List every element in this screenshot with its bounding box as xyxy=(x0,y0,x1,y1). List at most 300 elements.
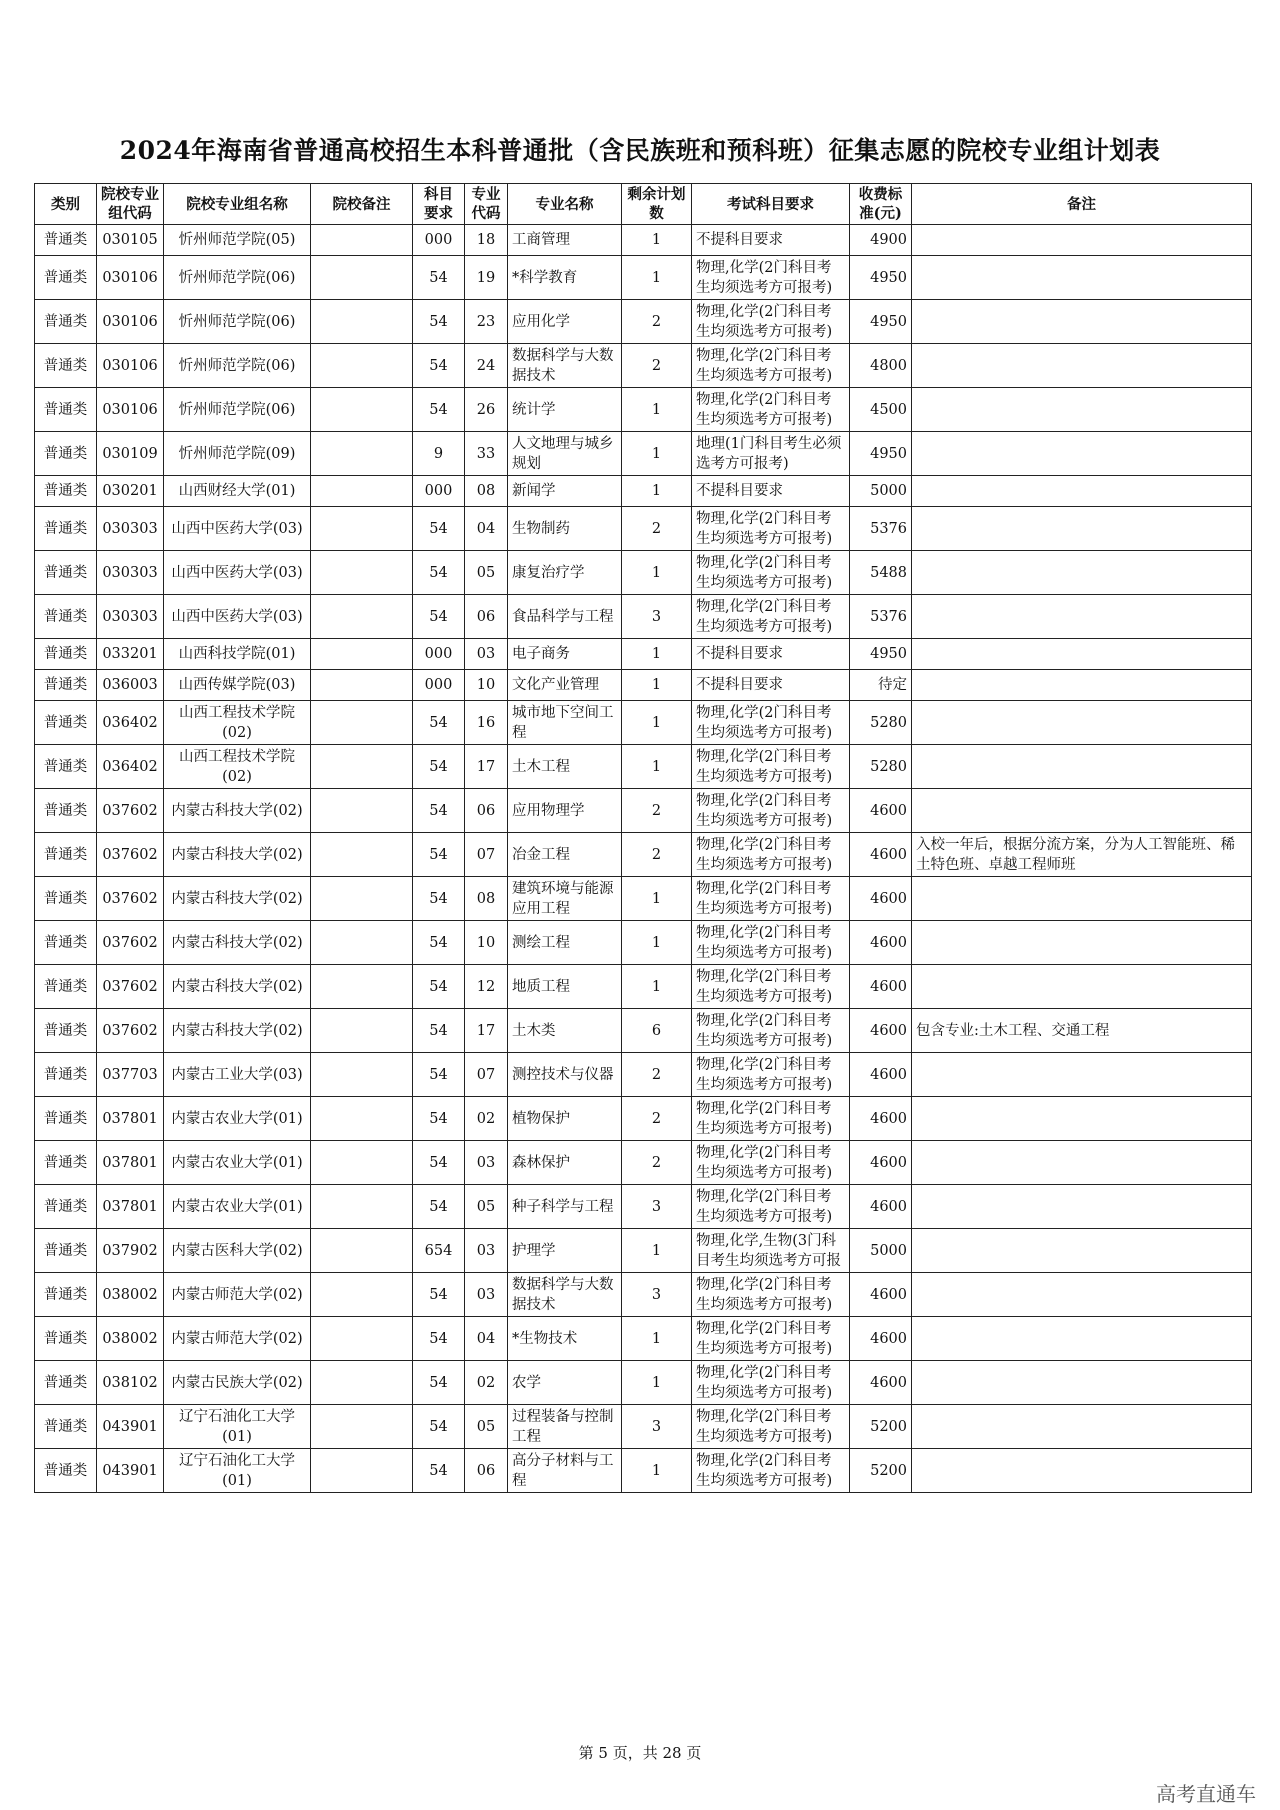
cell-major-name: 食品科学与工程 xyxy=(508,595,622,639)
cell-major-name: 新闻学 xyxy=(508,476,622,507)
cell-exam-subject-req xyxy=(692,789,850,833)
cell-remaining-plan: 3 xyxy=(622,1405,692,1449)
cell-major-name: 城市地下空间工程 xyxy=(508,701,622,745)
cell-category: 普通类 xyxy=(35,1317,97,1361)
cell-group-code: 037801 xyxy=(97,1185,164,1229)
table-row xyxy=(35,1009,1252,1053)
cell-category: 普通类 xyxy=(35,921,97,965)
watermark: 高考直通车 xyxy=(1156,1782,1256,1806)
header-fee: 收费标准(元) xyxy=(850,184,912,225)
cell-major-name: 土木工程 xyxy=(508,745,622,789)
header-group-code: 院校专业组代码 xyxy=(97,184,164,225)
cell-exam-subject-req xyxy=(692,595,850,639)
cell-fee: 待定 xyxy=(850,670,912,701)
cell-note: 包含专业:土木工程、交通工程 xyxy=(912,1009,1252,1053)
cell-major-code: 33 xyxy=(465,432,508,476)
cell-group-name: 山西中医药大学(03) xyxy=(164,595,311,639)
plan-table xyxy=(34,183,1252,1493)
table-row xyxy=(35,1229,1252,1273)
table-row xyxy=(35,1273,1252,1317)
cell-major-code: 04 xyxy=(465,1317,508,1361)
exam-subject-req-text: 物理,化学(2门科目考生均须选考方可报考) xyxy=(696,836,833,873)
cell-fee: 4950 xyxy=(850,432,912,476)
cell-exam-subject-req xyxy=(692,670,850,701)
cell-note xyxy=(912,551,1252,595)
exam-subject-req-text: 物理,化学(2门科目考生均须选考方可报考) xyxy=(696,303,833,340)
cell-major-name: 地质工程 xyxy=(508,965,622,1009)
cell-note xyxy=(912,1053,1252,1097)
cell-school-note xyxy=(311,388,413,432)
cell-category: 普通类 xyxy=(35,551,97,595)
cell-major-name: 文化产业管理 xyxy=(508,670,622,701)
cell-note: 入校一年后，根据分流方案，分为人工智能班、稀土特色班、卓越工程师班 xyxy=(912,833,1252,877)
table-body xyxy=(35,225,1252,1493)
cell-exam-subject-req xyxy=(692,1405,850,1449)
cell-major-name: *生物技术 xyxy=(508,1317,622,1361)
cell-category: 普通类 xyxy=(35,1009,97,1053)
cell-fee: 5000 xyxy=(850,1229,912,1273)
cell-major-code: 02 xyxy=(465,1361,508,1405)
header-exam-subject-req: 考试科目要求 xyxy=(692,184,850,225)
cell-fee: 4600 xyxy=(850,1273,912,1317)
cell-note xyxy=(912,789,1252,833)
cell-subject-req-code: 54 xyxy=(413,1449,465,1493)
cell-group-code: 030105 xyxy=(97,225,164,256)
cell-school-note xyxy=(311,1141,413,1185)
cell-note xyxy=(912,1273,1252,1317)
cell-school-note xyxy=(311,1449,413,1493)
cell-group-code: 037703 xyxy=(97,1053,164,1097)
cell-group-name: 内蒙古医科大学(02) xyxy=(164,1229,311,1273)
cell-group-code: 030106 xyxy=(97,388,164,432)
cell-remaining-plan: 3 xyxy=(622,1273,692,1317)
exam-subject-req-text: 物理,化学(2门科目考生均须选考方可报考) xyxy=(696,1056,833,1093)
cell-note xyxy=(912,1405,1252,1449)
cell-school-note xyxy=(311,833,413,877)
cell-group-name: 内蒙古农业大学(01) xyxy=(164,1185,311,1229)
cell-category: 普通类 xyxy=(35,1273,97,1317)
cell-school-note xyxy=(311,745,413,789)
cell-category: 普通类 xyxy=(35,595,97,639)
cell-group-name: 山西工程技术学院(02) xyxy=(164,745,311,789)
cell-major-name: 数据科学与大数据技术 xyxy=(508,1273,622,1317)
cell-category: 普通类 xyxy=(35,1141,97,1185)
cell-category: 普通类 xyxy=(35,507,97,551)
cell-remaining-plan: 1 xyxy=(622,877,692,921)
cell-major-name: 康复治疗学 xyxy=(508,551,622,595)
table-row xyxy=(35,1053,1252,1097)
exam-subject-req-text: 物理,化学(2门科目考生均须选考方可报考) xyxy=(696,1364,833,1401)
cell-note xyxy=(912,745,1252,789)
cell-remaining-plan: 1 xyxy=(622,1449,692,1493)
cell-group-name: 山西中医药大学(03) xyxy=(164,551,311,595)
cell-remaining-plan: 2 xyxy=(622,300,692,344)
cell-note xyxy=(912,256,1252,300)
cell-group-name: 内蒙古科技大学(02) xyxy=(164,833,311,877)
cell-group-name: 内蒙古工业大学(03) xyxy=(164,1053,311,1097)
cell-group-code: 037801 xyxy=(97,1097,164,1141)
cell-note xyxy=(912,432,1252,476)
cell-subject-req-code: 54 xyxy=(413,1009,465,1053)
cell-school-note xyxy=(311,507,413,551)
cell-school-note xyxy=(311,921,413,965)
cell-group-name: 内蒙古师范大学(02) xyxy=(164,1273,311,1317)
table-row xyxy=(35,670,1252,701)
cell-group-code: 030303 xyxy=(97,595,164,639)
cell-major-name: 高分子材料与工程 xyxy=(508,1449,622,1493)
cell-major-code: 24 xyxy=(465,344,508,388)
cell-subject-req-code: 54 xyxy=(413,701,465,745)
cell-major-name: 农学 xyxy=(508,1361,622,1405)
cell-group-code: 043901 xyxy=(97,1449,164,1493)
cell-fee: 4600 xyxy=(850,1317,912,1361)
cell-school-note xyxy=(311,1097,413,1141)
exam-subject-req-text: 物理,化学(2门科目考生均须选考方可报考) xyxy=(696,1276,833,1313)
cell-remaining-plan: 1 xyxy=(622,745,692,789)
cell-note xyxy=(912,1361,1252,1405)
cell-group-name: 内蒙古科技大学(02) xyxy=(164,1009,311,1053)
cell-fee: 4600 xyxy=(850,1097,912,1141)
cell-major-name: 土木类 xyxy=(508,1009,622,1053)
table-row xyxy=(35,789,1252,833)
cell-major-code: 05 xyxy=(465,1405,508,1449)
header-category: 类别 xyxy=(35,184,97,225)
cell-school-note xyxy=(311,225,413,256)
cell-subject-req-code: 54 xyxy=(413,551,465,595)
cell-note xyxy=(912,1449,1252,1493)
cell-exam-subject-req xyxy=(692,833,850,877)
cell-school-note xyxy=(311,639,413,670)
cell-note xyxy=(912,1317,1252,1361)
cell-category: 普通类 xyxy=(35,344,97,388)
table-row xyxy=(35,1097,1252,1141)
cell-fee: 5200 xyxy=(850,1449,912,1493)
cell-fee: 4600 xyxy=(850,965,912,1009)
cell-group-name: 内蒙古科技大学(02) xyxy=(164,789,311,833)
cell-exam-subject-req xyxy=(692,344,850,388)
cell-category: 普通类 xyxy=(35,833,97,877)
cell-group-name: 山西财经大学(01) xyxy=(164,476,311,507)
cell-major-code: 12 xyxy=(465,965,508,1009)
cell-subject-req-code: 54 xyxy=(413,921,465,965)
cell-major-code: 18 xyxy=(465,225,508,256)
cell-group-name: 辽宁石油化工大学(01) xyxy=(164,1405,311,1449)
table-row xyxy=(35,476,1252,507)
cell-major-code: 03 xyxy=(465,1273,508,1317)
cell-remaining-plan: 1 xyxy=(622,1317,692,1361)
cell-exam-subject-req xyxy=(692,1185,850,1229)
cell-category: 普通类 xyxy=(35,476,97,507)
header-group-name: 院校专业组名称 xyxy=(164,184,311,225)
exam-subject-req-text: 物理,化学(2门科目考生均须选考方可报考) xyxy=(696,510,833,547)
cell-major-name: 工商管理 xyxy=(508,225,622,256)
cell-school-note xyxy=(311,1229,413,1273)
cell-category: 普通类 xyxy=(35,1405,97,1449)
cell-note xyxy=(912,388,1252,432)
cell-major-name: 测绘工程 xyxy=(508,921,622,965)
cell-subject-req-code: 54 xyxy=(413,1185,465,1229)
cell-subject-req-code: 000 xyxy=(413,225,465,256)
cell-exam-subject-req xyxy=(692,507,850,551)
cell-note xyxy=(912,476,1252,507)
cell-school-note xyxy=(311,965,413,1009)
cell-major-name: 应用物理学 xyxy=(508,789,622,833)
table-row xyxy=(35,507,1252,551)
cell-group-code: 037602 xyxy=(97,833,164,877)
cell-school-note xyxy=(311,789,413,833)
cell-major-code: 06 xyxy=(465,1449,508,1493)
cell-major-name: *科学教育 xyxy=(508,256,622,300)
cell-remaining-plan: 1 xyxy=(622,921,692,965)
cell-fee: 4600 xyxy=(850,1009,912,1053)
table-row xyxy=(35,551,1252,595)
cell-fee: 4950 xyxy=(850,639,912,670)
cell-subject-req-code: 54 xyxy=(413,1141,465,1185)
cell-note xyxy=(912,300,1252,344)
cell-fee: 4950 xyxy=(850,256,912,300)
cell-major-name: 应用化学 xyxy=(508,300,622,344)
table-row xyxy=(35,225,1252,256)
cell-note xyxy=(912,670,1252,701)
cell-major-code: 10 xyxy=(465,921,508,965)
cell-major-name: 冶金工程 xyxy=(508,833,622,877)
cell-exam-subject-req xyxy=(692,1053,850,1097)
exam-subject-req-text: 地理(1门科目考生必须选考方可报考) xyxy=(696,435,842,472)
cell-remaining-plan: 3 xyxy=(622,595,692,639)
cell-major-code: 08 xyxy=(465,476,508,507)
cell-fee: 4600 xyxy=(850,1361,912,1405)
cell-major-code: 16 xyxy=(465,701,508,745)
exam-subject-req-text: 物理,化学(2门科目考生均须选考方可报考) xyxy=(696,792,833,829)
cell-exam-subject-req xyxy=(692,1449,850,1493)
cell-fee: 5280 xyxy=(850,745,912,789)
cell-remaining-plan: 3 xyxy=(622,1185,692,1229)
cell-major-name: 建筑环境与能源应用工程 xyxy=(508,877,622,921)
cell-school-note xyxy=(311,877,413,921)
cell-major-code: 06 xyxy=(465,789,508,833)
cell-school-note xyxy=(311,256,413,300)
cell-fee: 4950 xyxy=(850,300,912,344)
cell-major-name: 人文地理与城乡规划 xyxy=(508,432,622,476)
cell-major-name: 森林保护 xyxy=(508,1141,622,1185)
cell-category: 普通类 xyxy=(35,965,97,1009)
cell-fee: 4600 xyxy=(850,1185,912,1229)
cell-subject-req-code: 54 xyxy=(413,877,465,921)
cell-group-code: 037902 xyxy=(97,1229,164,1273)
table-row xyxy=(35,256,1252,300)
cell-note xyxy=(912,595,1252,639)
table-row xyxy=(35,1185,1252,1229)
cell-category: 普通类 xyxy=(35,1097,97,1141)
cell-category: 普通类 xyxy=(35,300,97,344)
cell-school-note xyxy=(311,300,413,344)
cell-category: 普通类 xyxy=(35,701,97,745)
cell-category: 普通类 xyxy=(35,256,97,300)
cell-group-name: 内蒙古师范大学(02) xyxy=(164,1317,311,1361)
cell-remaining-plan: 2 xyxy=(622,344,692,388)
cell-exam-subject-req xyxy=(692,1361,850,1405)
cell-remaining-plan: 1 xyxy=(622,639,692,670)
cell-category: 普通类 xyxy=(35,1229,97,1273)
cell-note xyxy=(912,1141,1252,1185)
cell-category: 普通类 xyxy=(35,877,97,921)
cell-exam-subject-req xyxy=(692,745,850,789)
exam-subject-req-text: 物理,化学(2门科目考生均须选考方可报考) xyxy=(696,259,833,296)
cell-exam-subject-req xyxy=(692,701,850,745)
header-subject-req-code: 科目要求 xyxy=(413,184,465,225)
cell-fee: 4500 xyxy=(850,388,912,432)
cell-subject-req-code: 54 xyxy=(413,789,465,833)
exam-subject-req-text: 不提科目要求 xyxy=(696,646,783,662)
table-row xyxy=(35,595,1252,639)
cell-remaining-plan: 1 xyxy=(622,965,692,1009)
cell-major-name: 植物保护 xyxy=(508,1097,622,1141)
cell-school-note xyxy=(311,476,413,507)
cell-fee: 5200 xyxy=(850,1405,912,1449)
cell-major-code: 19 xyxy=(465,256,508,300)
cell-major-code: 03 xyxy=(465,639,508,670)
cell-group-code: 038002 xyxy=(97,1273,164,1317)
cell-exam-subject-req xyxy=(692,1317,850,1361)
cell-category: 普通类 xyxy=(35,1185,97,1229)
cell-category: 普通类 xyxy=(35,225,97,256)
cell-subject-req-code: 000 xyxy=(413,639,465,670)
cell-subject-req-code: 9 xyxy=(413,432,465,476)
exam-subject-req-text: 物理,化学(2门科目考生均须选考方可报考) xyxy=(696,598,833,635)
cell-school-note xyxy=(311,344,413,388)
cell-group-name: 忻州师范学院(06) xyxy=(164,388,311,432)
table-row xyxy=(35,432,1252,476)
cell-group-code: 036402 xyxy=(97,701,164,745)
cell-fee: 5280 xyxy=(850,701,912,745)
cell-exam-subject-req xyxy=(692,639,850,670)
header-major-name: 专业名称 xyxy=(508,184,622,225)
cell-note xyxy=(912,1097,1252,1141)
cell-school-note xyxy=(311,1317,413,1361)
exam-subject-req-text: 物理,化学(2门科目考生均须选考方可报考) xyxy=(696,1452,833,1489)
cell-category: 普通类 xyxy=(35,432,97,476)
exam-subject-req-text: 物理,化学(2门科目考生均须选考方可报考) xyxy=(696,1188,833,1225)
cell-group-name: 忻州师范学院(06) xyxy=(164,300,311,344)
cell-group-code: 033201 xyxy=(97,639,164,670)
cell-remaining-plan: 2 xyxy=(622,507,692,551)
cell-group-code: 037602 xyxy=(97,965,164,1009)
cell-major-code: 23 xyxy=(465,300,508,344)
cell-group-name: 内蒙古农业大学(01) xyxy=(164,1097,311,1141)
cell-subject-req-code: 54 xyxy=(413,1053,465,1097)
cell-major-name: 种子科学与工程 xyxy=(508,1185,622,1229)
cell-major-code: 08 xyxy=(465,877,508,921)
cell-note xyxy=(912,639,1252,670)
cell-major-code: 05 xyxy=(465,551,508,595)
cell-exam-subject-req xyxy=(692,965,850,1009)
cell-fee: 5000 xyxy=(850,476,912,507)
cell-major-code: 05 xyxy=(465,1185,508,1229)
page-footer: 第 5 页，共 28 页 xyxy=(578,1744,702,1762)
cell-remaining-plan: 2 xyxy=(622,1097,692,1141)
cell-category: 普通类 xyxy=(35,388,97,432)
cell-school-note xyxy=(311,670,413,701)
cell-remaining-plan: 6 xyxy=(622,1009,692,1053)
table-row xyxy=(35,388,1252,432)
exam-subject-req-text: 物理,化学(2门科目考生均须选考方可报考) xyxy=(696,1408,833,1445)
cell-group-code: 030106 xyxy=(97,344,164,388)
cell-exam-subject-req xyxy=(692,1097,850,1141)
table-row xyxy=(35,344,1252,388)
cell-exam-subject-req xyxy=(692,877,850,921)
cell-group-code: 043901 xyxy=(97,1405,164,1449)
header-school-note: 院校备注 xyxy=(311,184,413,225)
cell-subject-req-code: 54 xyxy=(413,344,465,388)
cell-exam-subject-req xyxy=(692,551,850,595)
cell-exam-subject-req xyxy=(692,476,850,507)
cell-subject-req-code: 54 xyxy=(413,1317,465,1361)
cell-remaining-plan: 2 xyxy=(622,1053,692,1097)
cell-note xyxy=(912,877,1252,921)
exam-subject-req-text: 物理,化学(2门科目考生均须选考方可报考) xyxy=(696,1100,833,1137)
cell-school-note xyxy=(311,1053,413,1097)
cell-fee: 4600 xyxy=(850,877,912,921)
table-row xyxy=(35,300,1252,344)
exam-subject-req-text: 物理,化学(2门科目考生均须选考方可报考) xyxy=(696,1144,833,1181)
cell-note xyxy=(912,344,1252,388)
cell-major-name: 统计学 xyxy=(508,388,622,432)
table-row xyxy=(35,1141,1252,1185)
cell-subject-req-code: 654 xyxy=(413,1229,465,1273)
cell-school-note xyxy=(311,1185,413,1229)
cell-fee: 4800 xyxy=(850,344,912,388)
exam-subject-req-text: 物理,化学(2门科目考生均须选考方可报考) xyxy=(696,968,833,1005)
exam-subject-req-text: 物理,化学(2门科目考生均须选考方可报考) xyxy=(696,924,833,961)
table-row xyxy=(35,833,1252,877)
cell-remaining-plan: 2 xyxy=(622,789,692,833)
cell-subject-req-code: 000 xyxy=(413,670,465,701)
cell-major-code: 07 xyxy=(465,1053,508,1097)
exam-subject-req-text: 物理,化学(2门科目考生均须选考方可报考) xyxy=(696,748,833,785)
cell-exam-subject-req xyxy=(692,921,850,965)
cell-group-code: 038002 xyxy=(97,1317,164,1361)
cell-group-code: 036402 xyxy=(97,745,164,789)
cell-group-name: 内蒙古民族大学(02) xyxy=(164,1361,311,1405)
cell-group-code: 030106 xyxy=(97,256,164,300)
cell-subject-req-code: 54 xyxy=(413,300,465,344)
cell-major-code: 03 xyxy=(465,1229,508,1273)
cell-school-note xyxy=(311,1273,413,1317)
cell-major-name: 过程装备与控制工程 xyxy=(508,1405,622,1449)
exam-subject-req-text: 不提科目要求 xyxy=(696,677,783,693)
cell-note xyxy=(912,701,1252,745)
cell-group-name: 山西传媒学院(03) xyxy=(164,670,311,701)
cell-school-note xyxy=(311,595,413,639)
cell-remaining-plan: 1 xyxy=(622,432,692,476)
header-major-code: 专业代码 xyxy=(465,184,508,225)
cell-group-code: 037602 xyxy=(97,1009,164,1053)
cell-group-code: 030201 xyxy=(97,476,164,507)
cell-major-code: 10 xyxy=(465,670,508,701)
cell-major-code: 07 xyxy=(465,833,508,877)
exam-subject-req-text: 物理,化学(2门科目考生均须选考方可报考) xyxy=(696,704,833,741)
cell-major-code: 04 xyxy=(465,507,508,551)
cell-major-code: 02 xyxy=(465,1097,508,1141)
table-row xyxy=(35,1361,1252,1405)
exam-subject-req-text: 不提科目要求 xyxy=(696,483,783,499)
cell-note xyxy=(912,921,1252,965)
cell-note xyxy=(912,1185,1252,1229)
header-note: 备注 xyxy=(912,184,1252,225)
cell-group-code: 030303 xyxy=(97,507,164,551)
cell-exam-subject-req xyxy=(692,1273,850,1317)
cell-group-name: 忻州师范学院(09) xyxy=(164,432,311,476)
